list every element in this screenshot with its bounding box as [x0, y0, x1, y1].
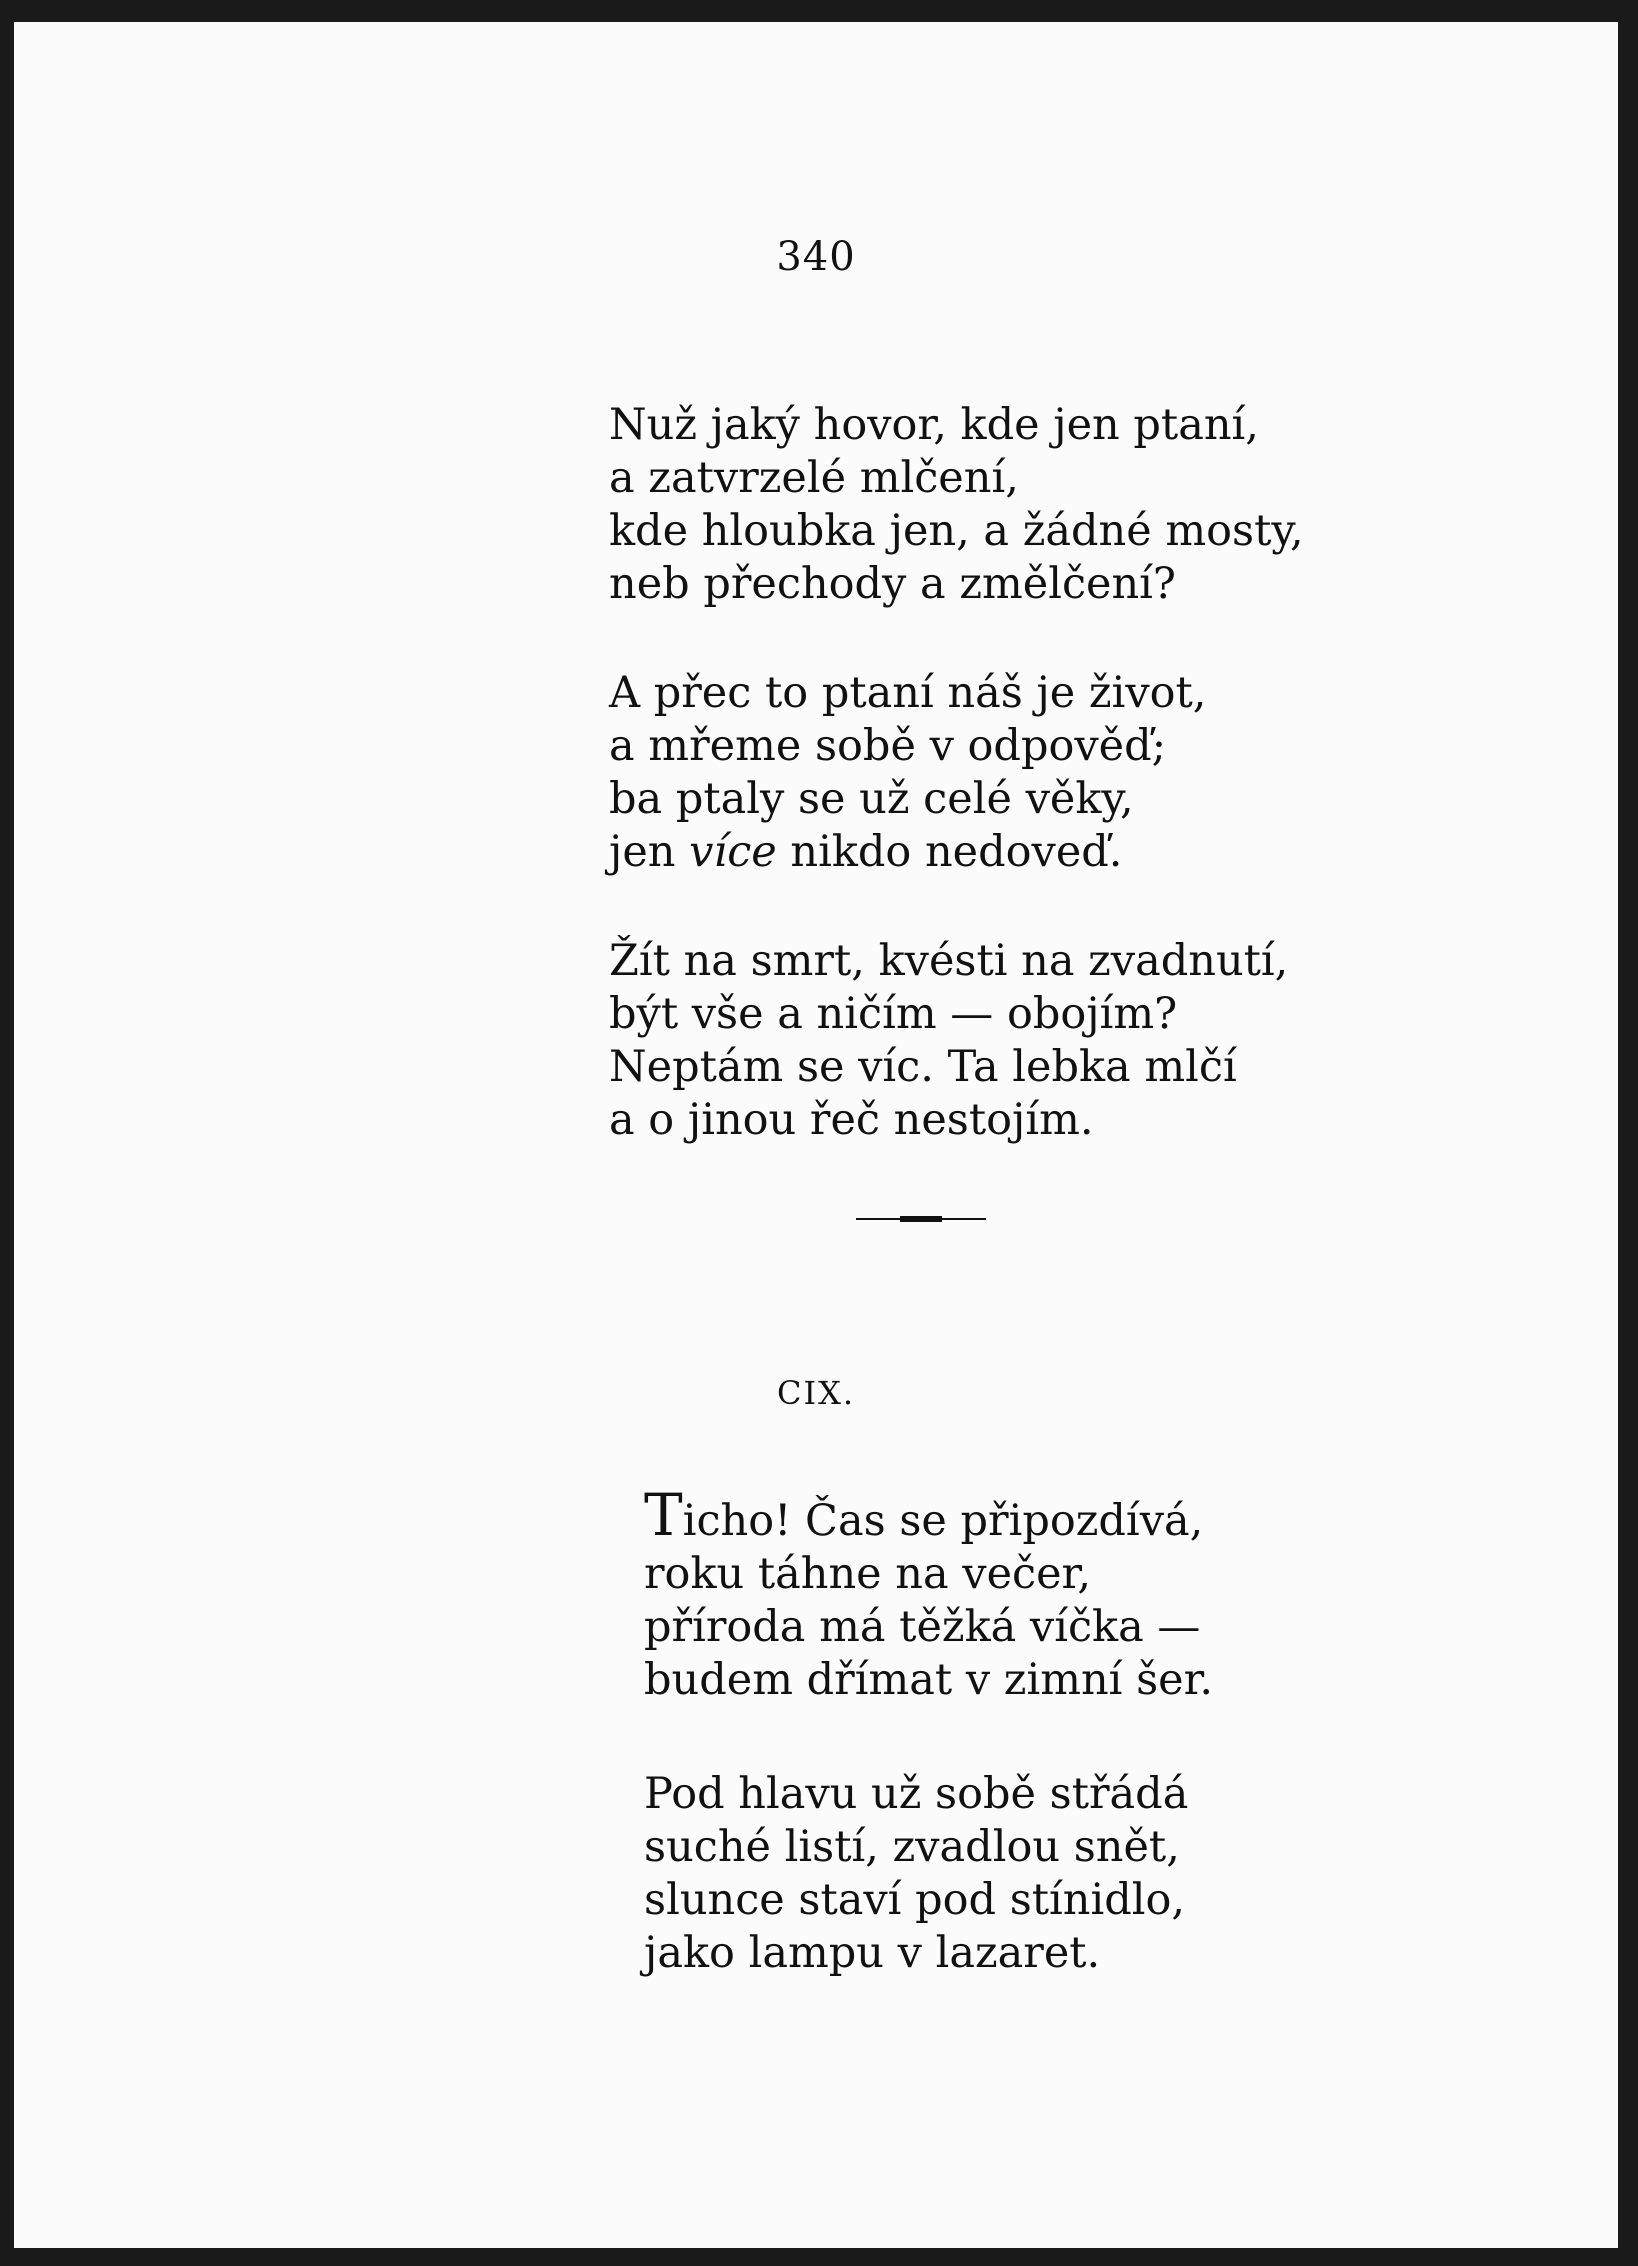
stanza-1	[609, 399, 1304, 611]
verse-line: a mřeme sobě v odpověď;	[609, 721, 1167, 771]
verse-line: jako lampu v lazaret.	[644, 1928, 1101, 1978]
verse-text: nikdo nedoveď.	[776, 827, 1123, 877]
verse-line: být vše a ničím — obojím?	[609, 989, 1178, 1039]
verse-line: Žít na smrt, kvésti na zvadnutí,	[609, 936, 1289, 986]
verse-line-with-emphasis	[609, 826, 1206, 879]
page-number: 340	[776, 234, 856, 280]
verse-line: suché listí, zvadlou snět,	[644, 1822, 1180, 1872]
section-heading: CIX.	[776, 1374, 856, 1412]
poem-cix-stanza-2	[644, 1768, 1188, 1980]
verse-line: Nuž jaký hovor, kde jen ptaní,	[609, 400, 1259, 450]
verse-line: ba ptaly se už celé věky,	[609, 774, 1134, 824]
verse-line: a zatvrzelé mlčení,	[609, 453, 1019, 503]
verse-text: icho! Čas se připozdívá,	[682, 1496, 1204, 1546]
verse-line: A přec to ptaní náš je život,	[609, 668, 1207, 718]
verse-line-with-initial	[644, 1481, 1213, 1549]
verse-line: kde hloubka jen, a žádné mosty,	[609, 506, 1304, 556]
stanza-3	[609, 935, 1288, 1147]
initial-letter: T	[644, 1481, 683, 1549]
verse-line: neb přechody a změlčení?	[609, 559, 1176, 609]
verse-line: roku táhne na večer,	[644, 1549, 1092, 1599]
emphasized-word: více	[689, 827, 777, 877]
verse-line: Neptám se víc. Ta lebka mlčí	[609, 1042, 1237, 1092]
stanza-2	[609, 667, 1206, 879]
book-page	[14, 22, 1618, 2248]
verse-text: jen	[609, 827, 690, 877]
verse-line: Pod hlavu už sobě střádá	[644, 1769, 1189, 1819]
verse-line: slunce staví pod stínidlo,	[644, 1875, 1186, 1925]
verse-line: budem dřímat v zimní šer.	[644, 1655, 1214, 1705]
poem-cix-stanza-1	[644, 1481, 1214, 1707]
verse-line: a o jinou řeč nestojím.	[609, 1095, 1094, 1145]
section-divider-ornament	[856, 1216, 986, 1222]
divider-center-bar	[900, 1216, 942, 1222]
verse-line: příroda má těžká víčka —	[644, 1602, 1201, 1652]
